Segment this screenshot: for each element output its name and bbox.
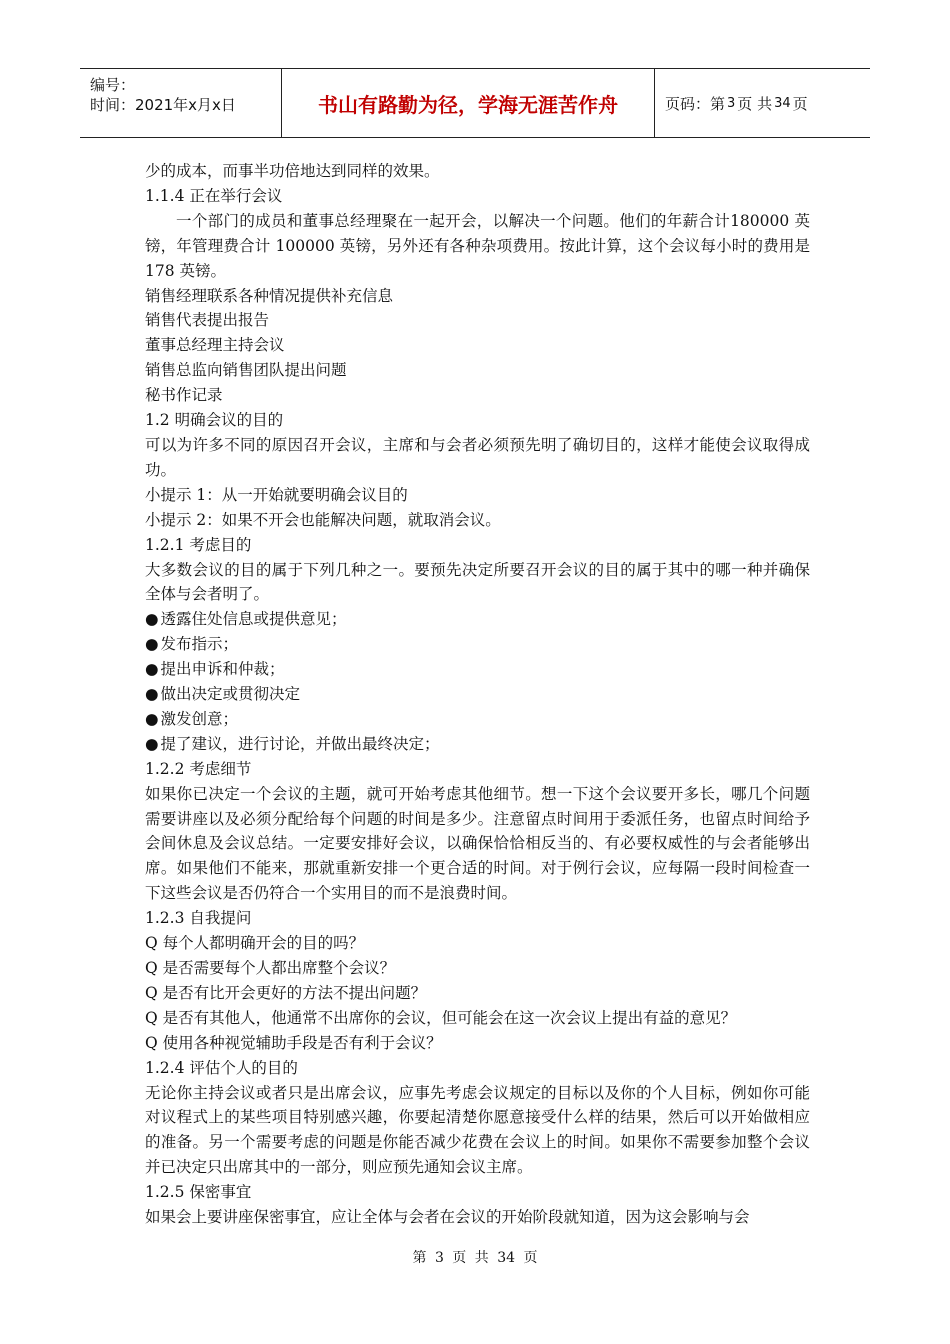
question-item: Q 是否需要每个人都出席整个会议？ [145, 959, 396, 977]
header-page-number [655, 69, 870, 137]
page-footer [0, 1247, 950, 1267]
paragraph: 一个部门的成员和董事总经理聚在一起开会，以解决一个问题。他们的年薪合计180000 英镑，年管理费合计 100000 英镑，另外还有各种杂项费用。按此计算，这个会议每小时的费用是 178 英镑。 [145, 211, 810, 280]
tip: 小提示 2：如果不开会也能解决问题，就取消会议。 [145, 510, 501, 529]
question-item: Q 每个人都明确开会的目的吗？ [145, 934, 365, 953]
footer-page-number: 第 3 页 共 34 页 [412, 1250, 538, 1266]
section-heading: 1.2.1 考虑目的 [145, 535, 252, 554]
tip: 小提示 1：从一开始就要明确会议目的 [145, 485, 408, 504]
bullet-item: ● 发布指示； [145, 632, 810, 657]
section-heading: 1.1.4 正在举行会议 [145, 186, 283, 205]
paragraph: 无论你主持会议或者只是出席会议，应事先考虑会议规定的目标以及你的个人目标，例如你可能对议程式上的某些项目特别感兴趣，你要起清楚你愿意接受什么样的结果，然后可以开始做相应的准备。另一个需要考虑的问题是你能否减少花费在会议上的时间。如果你不需要参加整个会议并已决定只出席其中的一部分，则应预先通知会议主席。 [145, 1083, 810, 1177]
bullet-item: ● 透露住处信息或提供意见； [145, 607, 810, 632]
list-item: 销售代表提出报告 [145, 311, 270, 330]
paragraph: 如果你已决定一个会议的主题，就可开始考虑其他细节。想一下这个会议要开多长，哪几个问题需要讲座以及必须分配给每个问题的时间是多少。注意留点时间用于委派任务，也留点时间给予会间休息及会议总结。一定要安排好会议，以确保恰恰相反当的、有必要权威性的与会者能够出席。如果他们不能来，那就重新安排一个更合适的时间。对于例行会议，应每隔一段时间检查一下这些会议是否仍符合一个实用目的而不是浪费时间。 [145, 784, 810, 903]
page-prefix: 页码：第 [665, 94, 726, 113]
bullet-item: ● 提出申诉和仲裁； [145, 657, 810, 682]
time-label: 时间：2021年x月x日 [90, 96, 236, 114]
paragraph: 少的成本，而事半功倍地达到同样的效果。 [145, 162, 440, 180]
list-item: 销售总监向销售团队提出问题 [145, 361, 347, 380]
list-item: 董事总经理主持会议 [145, 336, 285, 355]
bullet-item: ● 做出决定或贯彻决定 [145, 682, 810, 707]
motto-text: 书山有路勤为径，学海无涯苦作舟 [318, 92, 618, 117]
bullet-item: ● 激发创意； [145, 707, 810, 732]
section-heading: 1.2.5 保密事宜 [145, 1183, 252, 1202]
page-header [80, 68, 870, 138]
question-item: Q 使用各种视觉辅助手段是否有利于会议？ [145, 1033, 442, 1052]
paragraph: 可以为许多不同的原因召开会议，主席和与会者必须预先明了确切目的，这样才能使会议取得成功。 [145, 435, 810, 479]
header-motto [282, 69, 655, 137]
bullet-item: ● 提了建议，进行讨论，并做出最终决定； [145, 732, 810, 757]
section-heading: 1.2 明确会议的目的 [145, 411, 284, 430]
header-meta [80, 69, 282, 137]
page-mid: 页 共 [737, 94, 773, 113]
question-item: Q 是否有比开会更好的方法不提出问题？ [145, 983, 427, 1002]
question-item: Q 是否有其他人，他通常不出席你的会议，但可能会在这一次会议上提出有益的意见？ [145, 1008, 737, 1027]
section-heading: 1.2.3 自我提问 [145, 909, 252, 928]
list-item: 秘书作记录 [145, 386, 223, 405]
document-body [145, 159, 810, 1230]
page-suffix: 页 [792, 94, 808, 113]
paragraph: 如果会上要讲座保密事宜，应让全体与会者在会议的开始阶段就知道，因为这会影响与会 [145, 1208, 750, 1227]
paragraph: 大多数会议的目的属于下列几种之一。要预先决定所要召开会议的目的属于其中的哪一种并确保全体与会者明了。 [145, 560, 810, 604]
number-label: 编号： [90, 76, 136, 94]
list-item: 销售经理联系各种情况提供补充信息 [145, 286, 394, 305]
page-total: 34 [774, 95, 791, 111]
page-current: 3 [727, 95, 736, 111]
section-heading: 1.2.2 考虑细节 [145, 759, 252, 778]
section-heading: 1.2.4 评估个人的目的 [145, 1058, 298, 1077]
